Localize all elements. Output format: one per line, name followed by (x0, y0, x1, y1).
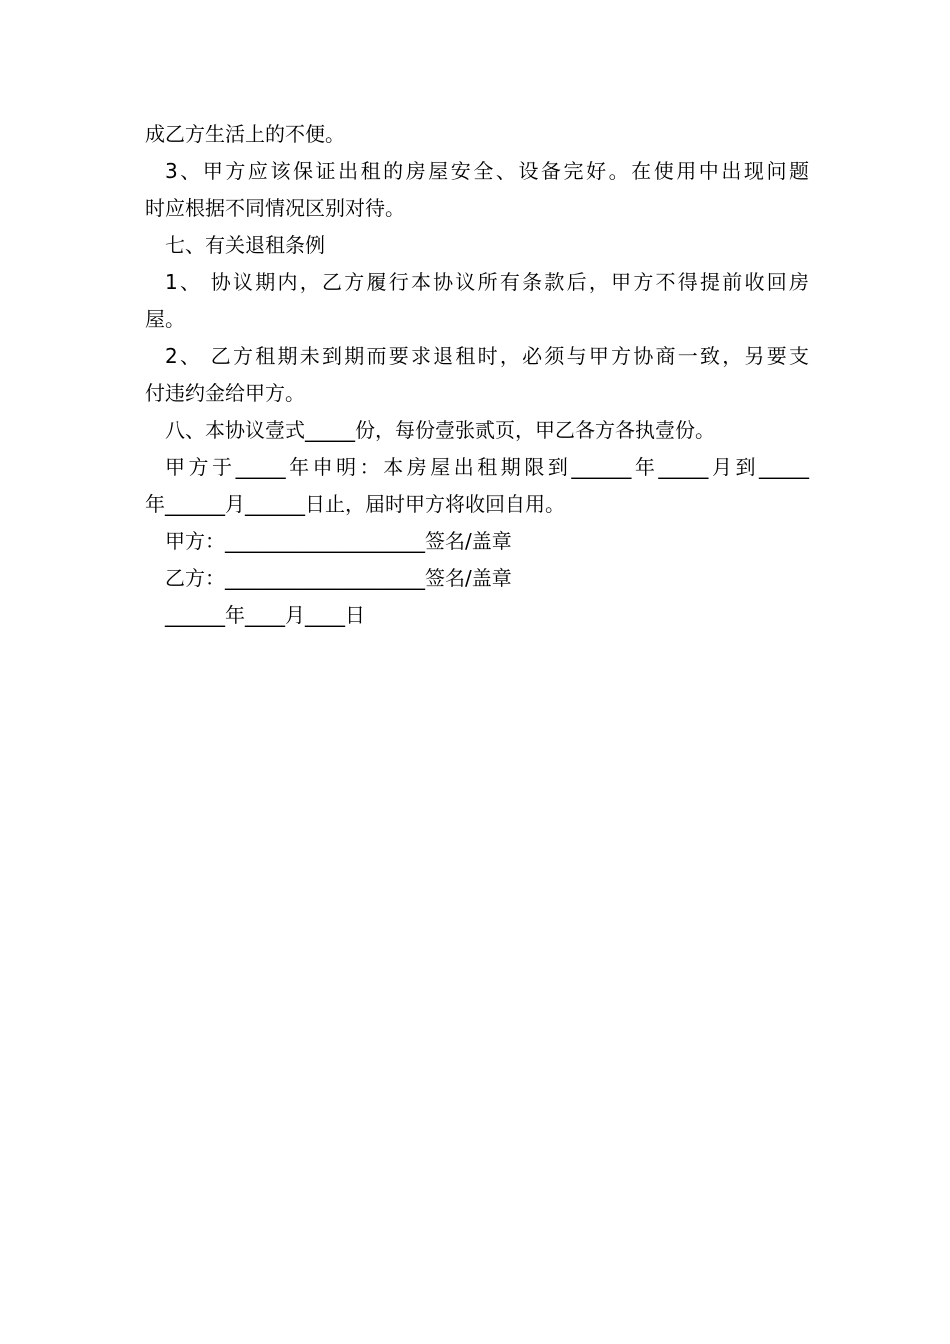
party-b-signature-line: 乙方：____________________签名/盖章 (165, 566, 512, 590)
party-a-signature-line: 甲方：____________________签名/盖章 (165, 529, 512, 553)
document-body (145, 116, 809, 634)
declaration-line-1: 甲方于_____年申明：本房屋出租期限到______年_____月到_____ (165, 455, 809, 479)
section-7-item-2-line-2: 付违约金给甲方。 (145, 381, 305, 405)
section-7-item-1-line-1: 1、 协议期内，乙方履行本协议所有条款后，甲方不得提前收回房 (165, 270, 809, 294)
date-line: ______年____月____日 (165, 603, 365, 627)
section-7-heading: 七、有关退租条例 (165, 233, 325, 257)
paragraph-line: 成乙方生活上的不便。 (145, 122, 345, 146)
section-7-item-1-line-2: 屋。 (145, 307, 185, 331)
declaration-line-2: 年______月______日止，届时甲方将收回自用。 (145, 492, 565, 516)
clause-3-line-2: 时应根据不同情况区别对待。 (145, 196, 405, 220)
section-8-line: 八、本协议壹式_____份，每份壹张贰页，甲乙各方各执壹份。 (165, 418, 715, 442)
section-7-item-2-line-1: 2、 乙方租期未到期而要求退租时，必须与甲方协商一致，另要支 (165, 344, 809, 368)
clause-3-line-1: 3、甲方应该保证出租的房屋安全、设备完好。在使用中出现问题 (165, 159, 809, 183)
